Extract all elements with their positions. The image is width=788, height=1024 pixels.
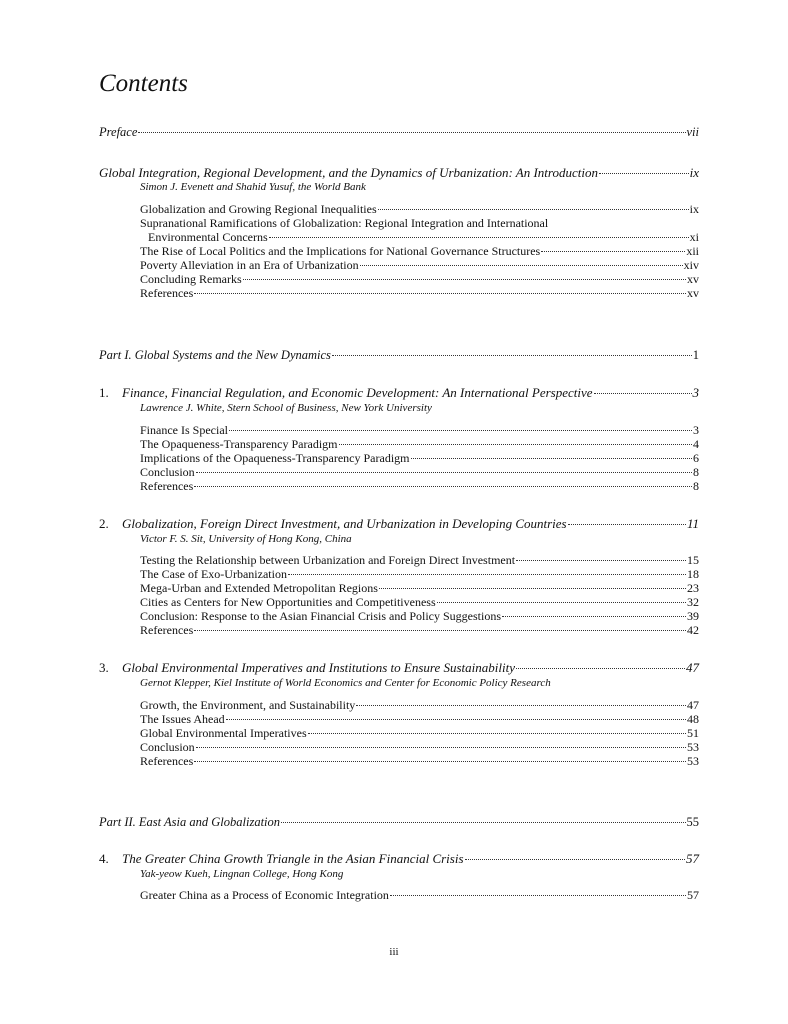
toc-section[interactable]	[140, 287, 699, 300]
dot-leader	[308, 733, 686, 734]
toc-section[interactable]	[140, 624, 699, 637]
toc-entry-page: xii	[686, 244, 699, 258]
toc-entry-page: 51	[687, 726, 699, 740]
dot-leader	[281, 822, 685, 823]
chapter-author: Yak-yeow Kueh, Lingnan College, Hong Kong	[140, 868, 344, 880]
toc-section[interactable]	[140, 424, 699, 437]
toc-entry-page: vii	[686, 125, 699, 139]
toc-entry-page: 8	[693, 479, 699, 493]
toc-entry-title: Supranational Ramifications of Globalization: Regional Integration and International	[140, 216, 549, 230]
toc-entry-title: Preface	[99, 125, 138, 139]
toc-entry-page: ix	[689, 202, 699, 216]
page-title: Contents	[99, 70, 188, 97]
page-number: iii	[389, 946, 399, 958]
toc-entry-title: The Opaqueness-Transparency Paradigm	[140, 437, 338, 451]
toc-entry-page: 42	[687, 623, 699, 637]
toc-entry-page: 47	[687, 698, 699, 712]
toc-entry-title: Concluding Remarks	[140, 272, 242, 286]
toc-entry-page: 8	[693, 465, 699, 479]
dot-leader	[229, 430, 692, 431]
toc-chapter-4[interactable]	[99, 852, 699, 866]
toc-entry-title: Globalization, Foreign Direct Investment, and Urbanization in Developing Countries	[122, 516, 567, 531]
toc-section[interactable]	[140, 568, 699, 581]
toc-entry-page: xiv	[683, 258, 699, 272]
toc-entry-title: Conclusion	[140, 465, 195, 479]
toc-section[interactable]	[140, 480, 699, 493]
toc-section[interactable]	[140, 727, 699, 740]
dot-leader	[339, 444, 692, 445]
toc-entry-title: Implications of the Opaqueness-Transparency Paradigm	[140, 451, 410, 465]
toc-part-2[interactable]	[99, 815, 699, 829]
toc-entry-page: 18	[687, 567, 699, 581]
chapter-number: 2.	[99, 516, 109, 531]
toc-entry-title: Globalization and Growing Regional Inequalities	[140, 202, 377, 216]
toc-entry-page: 3	[692, 385, 699, 400]
toc-section[interactable]	[140, 554, 699, 567]
toc-entry-page: 32	[687, 595, 699, 609]
chapter-author: Lawrence J. White, Stern School of Business, New York University	[140, 402, 432, 414]
toc-entry-page: 57	[687, 888, 699, 902]
toc-entry-page: 57	[686, 851, 699, 866]
dot-leader	[502, 616, 686, 617]
dot-leader	[196, 472, 692, 473]
toc-entry-page: xi	[689, 230, 699, 244]
toc-entry-title: The Greater China Growth Triangle in the Asian Financial Crisis	[122, 851, 464, 866]
toc-entry-page: 6	[693, 451, 699, 465]
toc-entry-preface[interactable]	[99, 125, 699, 139]
toc-entry-title: Poverty Alleviation in an Era of Urbanization	[140, 258, 359, 272]
toc-entry-page: 4	[693, 437, 699, 451]
toc-chapter-introduction[interactable]	[99, 166, 699, 180]
toc-chapter-1[interactable]	[99, 386, 699, 400]
toc-entry-title: Growth, the Environment, and Sustainability	[140, 698, 356, 712]
toc-section[interactable]	[140, 438, 699, 451]
dot-leader	[332, 355, 692, 356]
toc-entry-title: Testing the Relationship between Urbanization and Foreign Direct Investment	[140, 553, 516, 567]
dot-leader	[411, 458, 693, 459]
toc-section[interactable]	[140, 217, 699, 230]
toc-section[interactable]	[140, 259, 699, 272]
dot-leader	[196, 747, 686, 748]
dot-leader	[194, 293, 686, 294]
toc-entry-page: 3	[693, 423, 699, 437]
toc-entry-title: References	[140, 286, 194, 300]
dot-leader	[194, 630, 686, 631]
dot-leader	[138, 132, 685, 133]
dot-leader	[516, 560, 686, 561]
toc-entry-title: Global Environmental Imperatives and Institutions to Ensure Sustainability	[122, 660, 515, 675]
toc-entry-page: 47	[686, 660, 699, 675]
dot-leader	[465, 859, 685, 860]
toc-part-1[interactable]	[99, 348, 699, 362]
toc-section[interactable]	[140, 610, 699, 623]
dot-leader	[379, 588, 686, 589]
dot-leader	[568, 524, 686, 525]
toc-entry-title: Global Environmental Imperatives	[140, 726, 307, 740]
dot-leader	[360, 265, 683, 266]
toc-entry-page: xv	[687, 272, 699, 286]
chapter-number: 4.	[99, 851, 109, 866]
toc-entry-title: The Rise of Local Politics and the Implications for National Governance Structures	[140, 244, 541, 258]
dot-leader	[194, 761, 686, 762]
dot-leader	[288, 574, 686, 575]
toc-chapter-2[interactable]	[99, 517, 699, 531]
toc-entry-page: 11	[686, 516, 699, 531]
toc-chapter-3[interactable]	[99, 661, 699, 675]
dot-leader	[194, 486, 692, 487]
toc-entry-title: Greater China as a Process of Economic Integration	[140, 888, 389, 902]
dot-leader	[437, 602, 686, 603]
chapter-author: Victor F. S. Sit, University of Hong Kong, China	[140, 533, 352, 545]
toc-entry-page: xv	[687, 286, 699, 300]
toc-entry-title: The Case of Exo-Urbanization	[140, 567, 287, 581]
toc-entry-page: 39	[687, 609, 699, 623]
toc-entry-title: The Issues Ahead	[140, 712, 225, 726]
toc-entry-page: 53	[687, 740, 699, 754]
toc-entry-title: Finance, Financial Regulation, and Economic Development: An International Perspective	[122, 385, 593, 400]
toc-section[interactable]	[140, 713, 699, 726]
toc-section[interactable]	[140, 245, 699, 258]
dot-leader	[226, 719, 686, 720]
chapter-number: 1.	[99, 385, 109, 400]
toc-entry-page: ix	[689, 165, 699, 180]
chapter-number: 3.	[99, 660, 109, 675]
toc-entry-page: 48	[687, 712, 699, 726]
toc-entry-page: 53	[687, 754, 699, 768]
toc-section[interactable]	[140, 755, 699, 768]
chapter-author: Simon J. Evenett and Shahid Yusuf, the World Bank	[140, 181, 366, 193]
toc-section[interactable]	[140, 889, 699, 902]
toc-entry-title: References	[140, 754, 194, 768]
toc-entry-title: Part II. East Asia and Globalization	[99, 815, 281, 829]
dot-leader	[269, 237, 689, 238]
toc-entry-title: Conclusion	[140, 740, 195, 754]
toc-section[interactable]	[140, 203, 699, 216]
toc-entry-title: References	[140, 623, 194, 637]
toc-entry-title: Part I. Global Systems and the New Dynamics	[99, 348, 331, 362]
toc-entry-title: Finance Is Special	[140, 423, 228, 437]
dot-leader	[243, 279, 686, 280]
toc-section[interactable]	[140, 273, 699, 286]
dot-leader	[356, 705, 686, 706]
toc-section-continuation[interactable]	[148, 231, 699, 244]
toc-section[interactable]	[140, 582, 699, 595]
toc-entry-page: 23	[687, 581, 699, 595]
toc-section[interactable]	[140, 741, 699, 754]
dot-leader	[599, 173, 689, 174]
toc-entry-title: Mega-Urban and Extended Metropolitan Regions	[140, 581, 378, 595]
dot-leader	[541, 251, 685, 252]
toc-section[interactable]	[140, 466, 699, 479]
toc-entry-title: Global Integration, Regional Development, and the Dynamics of Urbanization: An Introduction	[99, 165, 598, 180]
chapter-author: Gernot Klepper, Kiel Institute of World Economics and Center for Economic Policy Research	[140, 677, 551, 689]
toc-entry-page: 55	[686, 815, 699, 829]
toc-entry-page: 1	[692, 348, 699, 362]
dot-leader	[516, 668, 685, 669]
toc-section[interactable]	[140, 452, 699, 465]
toc-entry-page: 15	[687, 553, 699, 567]
toc-entry-title: References	[140, 479, 194, 493]
toc-section[interactable]	[140, 596, 699, 609]
toc-entry-title: Conclusion: Response to the Asian Financial Crisis and Policy Suggestions	[140, 609, 501, 623]
dot-leader	[378, 209, 689, 210]
toc-entry-title: Environmental Concerns	[148, 230, 268, 244]
dot-leader	[390, 895, 686, 896]
dot-leader	[594, 393, 692, 394]
toc-entry-title: Cities as Centers for New Opportunities and Competitiveness	[140, 595, 436, 609]
toc-section[interactable]	[140, 699, 699, 712]
